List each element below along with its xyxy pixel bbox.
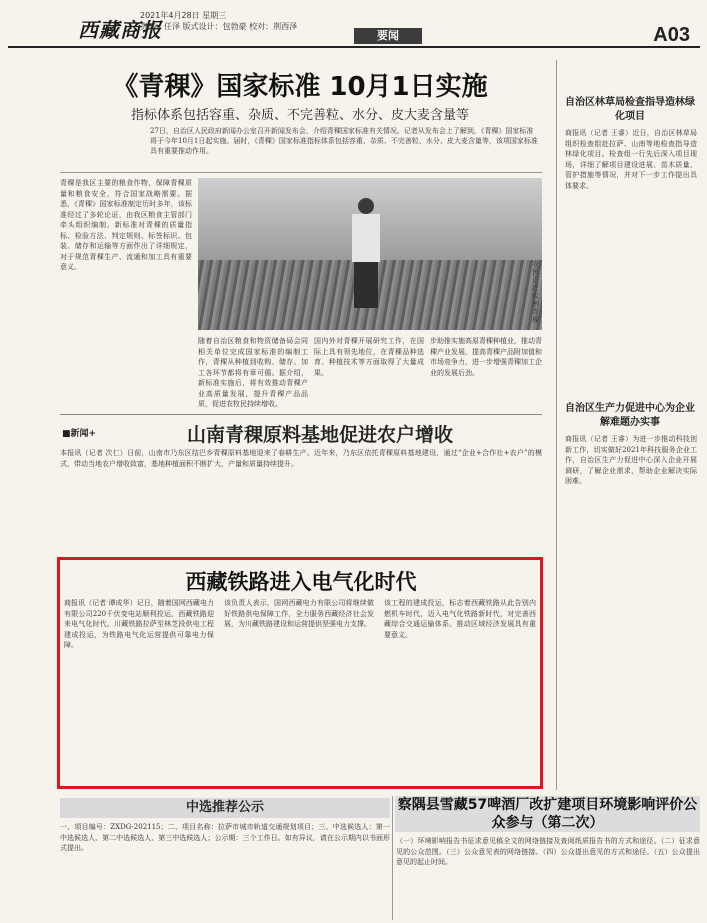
header-meta xyxy=(140,10,297,32)
railway-headline: 西藏铁路进入电气化时代 xyxy=(185,570,417,594)
news-plus-tag: ■新闻+ xyxy=(62,429,97,439)
lead-photo xyxy=(198,178,542,330)
shannan-headline: 山南青稞原料基地促进农户增收 xyxy=(186,424,453,446)
notice-1-title: 中选推荐公示 xyxy=(60,798,390,818)
lead-column-4: 步助推实施高原青稞种植业，推动青稞产业发展，提高青稞产品附加值和市场竞争力，进一步增强青稞加工企业的发展后劲。 xyxy=(430,337,542,377)
page-header xyxy=(8,6,700,46)
right-body-2: 商报讯（记者 王睿）为进一步推动科技创新工作，切实做好2021年科技服务企业工作，自治区生产力促进中心深入企业开展调研，了解企业需求，帮助企业解决实际困难。 xyxy=(565,435,697,485)
notice-divider xyxy=(392,796,393,920)
right-column-divider xyxy=(556,60,557,790)
right-body-1: 商报讯（记者 王睿）近日，自治区林草局组织检查组赴拉萨、山南等地检查指导造林绿化项目。检查组一行先后深入项目现场，详细了解项目建设进展、苗木质量、管护措施等情况，并对下一步工作提出具体要求。 xyxy=(565,129,697,190)
notice-2-title: 察隅县雪藏57啤酒厂改扩建项目环境影响评价公众参与（第二次） xyxy=(395,796,700,832)
railway-column-3: 该工程的建成投运，标志着西藏铁路从此告别内燃机车时代，迈入电气化铁路新时代，对完善西藏综合交通运输体系、推动区域经济发展具有重要意义。 xyxy=(384,599,536,639)
right-headline-2: 自治区生产力促进中心为企业解难题办实事 xyxy=(565,403,695,428)
lead-column-3: 国内外对青稞开展研究工作，在国际上具有领先地位，在青稞品种选育、种植技术等方面取得了大量成果。 xyxy=(314,337,424,377)
editor-credits: 责编：任泽 版式设计：包勃豪 校对：荆西泽 xyxy=(140,22,298,31)
masthead: 西藏商报 xyxy=(78,18,162,42)
issue-date: 2021年4月28日 星期三 xyxy=(140,11,227,20)
lead-subheadline: 指标体系包括容重、杂质、不完善粒、水分、皮大麦含量等 xyxy=(130,108,469,123)
lead-intro: 27日，自治区人民政府新闻办公室召开新闻发布会，介绍青稞国家标准有关情况。记者从发布会上了解到，《青稞》国家标准将于今年10月1日起实施。届时，《青稞》国家标准指标体系包括容重、杂质、不完善粒、水分、皮大麦含量等，该项国家标准具有重要推动作用。 xyxy=(150,127,538,155)
lead-column-2: 随着自治区粮食和物资储备局会同相关单位完成国家标准的编制工作，青稞从种植到收购、储存、加工各环节都将有章可循。据介绍，新标准实施后，将有效推动青稞产业高质量发展，提升青稞产品品质，促进农牧民持续增收。 xyxy=(198,337,308,408)
section-tag: 要闻 xyxy=(354,28,422,44)
shannan-body: 本报讯（记者 次仁）日前，山南市乃东区结巴乡青稞原料基地迎来了春耕生产。近年来，乃东区依托青稞原料基地建设，通过“企业+合作社+农户”的模式，带动当地农户增收致富，基地种植面积不断扩大，产量和质量持续提升。 xyxy=(60,449,542,468)
lead-column-1: 青稞是我区主要的粮食作物，保障青稞质量和粮食安全，符合国家战略需要。据悉，《青稞》国家标准制定历时多年，该标准经过了多轮论证，由我区粮食主管部门牵头组织编制。新标准对青稞的质量指标、检验方法、判定规则、标签标识、包装、储存和运输等方面作出了详细规定，对于规范青稞生产、流通和加工具有重要意义。 xyxy=(60,179,192,271)
lead-divider xyxy=(60,172,542,173)
header-divider xyxy=(8,46,700,48)
photo-caption: 农民正在收割青稞 xyxy=(532,260,539,324)
railway-column-2: 该负责人表示，国网西藏电力有限公司将继续做好铁路供电保障工作，全力服务西藏经济社会发展，为川藏铁路建设和运营提供坚强电力支撑。 xyxy=(224,599,374,628)
right-headline-1: 自治区林草局检查指导造林绿化项目 xyxy=(565,97,695,122)
notice-2-body: （一）环境影响报告书征求意见稿全文的网络链接及查阅纸质报告书的方式和途径。（二）征求意见的公众范围。（三）公众意见表的网络链接。（四）公众提出意见的方式和途径。（五）公众提出意见的起止时间。 xyxy=(396,837,700,866)
page-number: A03 xyxy=(653,24,690,46)
notice-1-body: 一、项目编号：ZXDG-202115；二、项目名称：拉萨市城市轨道交通规划项目；三、中选候选人：第一中选候选人、第二中选候选人、第三中选候选人；公示期：三个工作日。如有异议，请在公示期内以书面形式提出。 xyxy=(60,823,390,852)
railway-column-1: 商报讯（记者 谭成华）记日，随着国网西藏电力有限公司220千伏变电站顺利投运，西藏铁路迎来电气化时代。川藏铁路拉萨至林芝段供电工程建成投运，为铁路电气化运营提供可靠电力保障。 xyxy=(64,599,214,649)
farmer-figure xyxy=(348,198,382,308)
lead-headline: 《青稞》国家标准 10月1日实施 xyxy=(112,72,488,102)
